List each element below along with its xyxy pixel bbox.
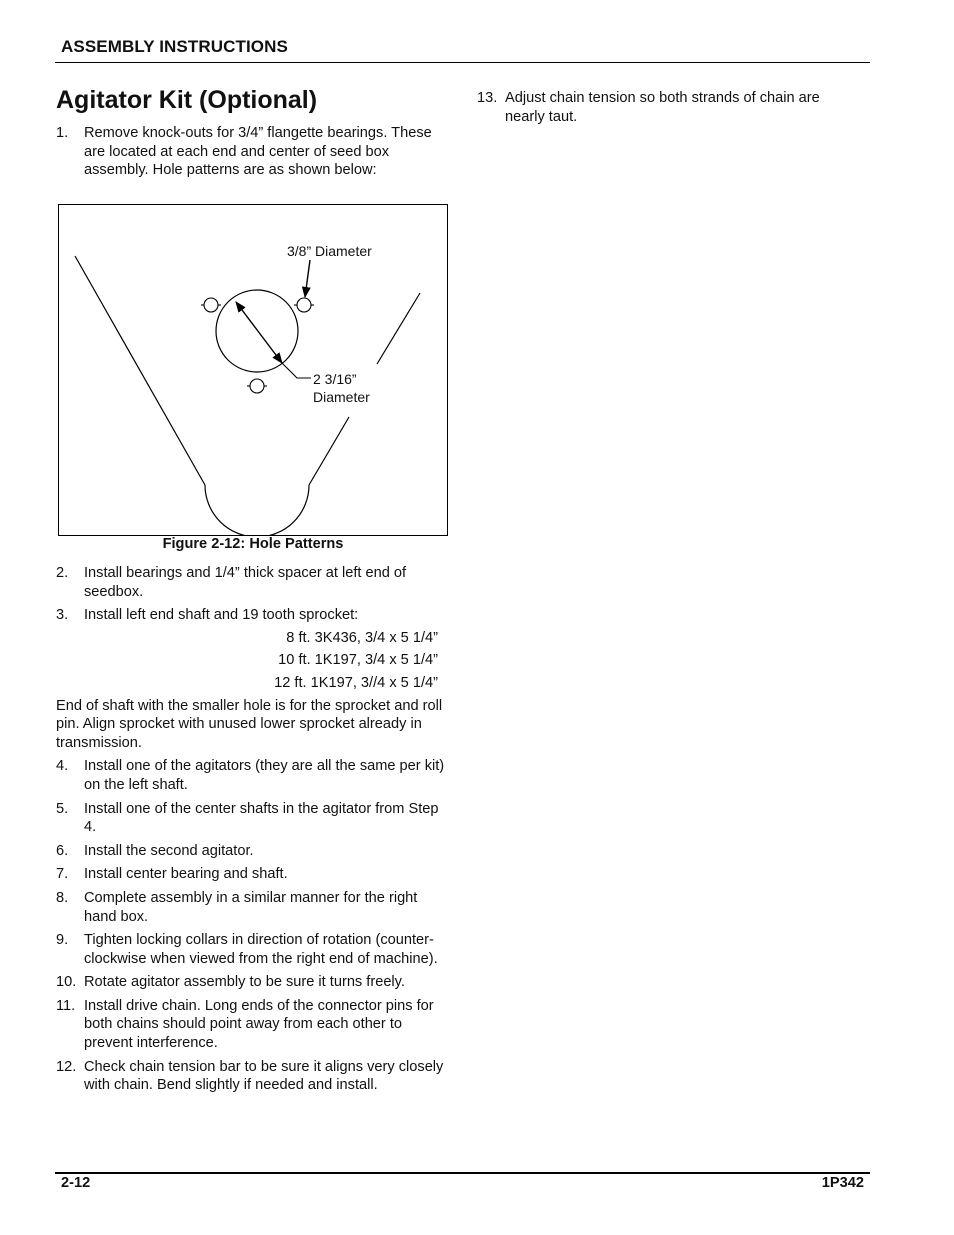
step-text: Tighten locking collars in direction of rotation (counter-clockwise when viewed from the right end of machine).: [84, 932, 438, 967]
list-item: [477, 89, 857, 126]
trough-outline-right-lower: [309, 417, 349, 485]
large-hole-label-line2: Diameter: [313, 389, 370, 405]
step-text: Install one of the agitators (they are all the same per kit) on the left shaft.: [84, 758, 445, 793]
step-text: Install bearings and 1/4” thick spacer at left end of seedbox.: [84, 565, 407, 600]
step-number: 3.: [56, 607, 69, 624]
list-item: [56, 931, 452, 968]
footer-rule: [55, 1172, 870, 1174]
step-text: Remove knock-outs for 3/4” flangette bearings. These are located at each end and center of seed box assembly. Hole patterns are as shown below:: [84, 125, 432, 179]
header-rule: [55, 62, 870, 63]
step-text: Install one of the center shafts in the agitator from Step 4.: [84, 800, 439, 836]
list-item: [56, 842, 452, 861]
list-item: [56, 606, 452, 625]
step-text: Rotate agitator assembly to be sure it turns freely.: [84, 974, 405, 991]
step-number: 4.: [56, 758, 69, 775]
step-number: 12.: [56, 1058, 77, 1075]
hole-pattern-figure: [58, 204, 448, 536]
trough-outline-left: [75, 256, 205, 485]
diameter-arrow: [236, 302, 282, 363]
spec-line: 10 ft. 1K197, 3/4 x 5 1/4”: [278, 652, 438, 669]
list-item: [56, 1058, 452, 1095]
list-item: [56, 973, 452, 992]
step-text: Complete assembly in a similar manner for the right hand box.: [84, 889, 418, 925]
step-number: 6.: [56, 842, 69, 859]
figure-caption: Figure 2-12: Hole Patterns: [162, 536, 344, 552]
step-number: 11.: [56, 997, 76, 1014]
step-number: 8.: [56, 889, 69, 906]
step-number: 13.: [477, 90, 498, 106]
steps-before-figure: [56, 124, 452, 180]
step-number: 1.: [56, 125, 69, 141]
large-hole-leader: [282, 363, 311, 378]
section-header: ASSEMBLY INSTRUCTIONS: [61, 37, 288, 56]
list-item: [56, 800, 452, 837]
list-item: [56, 564, 452, 601]
step-text: Check chain tension bar to be sure it aligns very closely with chain. Bend slightly if needed and install.: [84, 1058, 444, 1094]
spec-line: 12 ft. 1K197, 3//4 x 5 1/4”: [274, 674, 438, 691]
step-text: Install drive chain. Long ends of the connector pins for both chains should point away from each other to prevent interference.: [84, 997, 434, 1052]
document-id: 1P342: [821, 1175, 864, 1191]
small-hole-left: [201, 298, 221, 312]
step-number: 5.: [56, 800, 69, 817]
page-title: Agitator Kit (Optional): [56, 86, 318, 114]
small-hole-bottom: [247, 379, 267, 393]
small-hole-leader: [305, 260, 310, 297]
list-item: [56, 865, 452, 884]
trough-bottom-arc: [205, 485, 309, 535]
step-number: 9.: [56, 932, 69, 949]
list-item: [56, 757, 452, 794]
step-number: 2.: [56, 565, 69, 581]
small-hole-right: [294, 298, 314, 312]
trough-outline-right-upper: [377, 293, 420, 364]
page-number: 2-12: [61, 1175, 91, 1191]
list-item: [56, 997, 452, 1053]
steps-section-a: [56, 564, 452, 1100]
step-text: Install left end shaft and 19 tooth sprocket:: [84, 607, 359, 624]
shaft-note: End of shaft with the smaller hole is for the sprocket and roll pin. Align sprocket with unused lower sprocket already in transmission.: [56, 697, 443, 751]
step-number: 7.: [56, 866, 69, 883]
right-column: [477, 89, 857, 126]
step-number: 10.: [56, 974, 77, 991]
list-item: [56, 124, 452, 180]
step-text: Install center bearing and shaft.: [84, 866, 288, 883]
hole-pattern-diagram: [59, 205, 447, 535]
list-item: [56, 889, 452, 926]
step-text: Adjust chain tension so both strands of chain are nearly taut.: [505, 90, 820, 125]
small-hole-label: 3/8” Diameter: [287, 243, 372, 259]
spec-line: 8 ft. 3K436, 3/4 x 5 1/4”: [286, 629, 438, 646]
step-text: Install the second agitator.: [84, 842, 254, 859]
large-hole-label-line1: 2 3/16”: [313, 371, 357, 387]
